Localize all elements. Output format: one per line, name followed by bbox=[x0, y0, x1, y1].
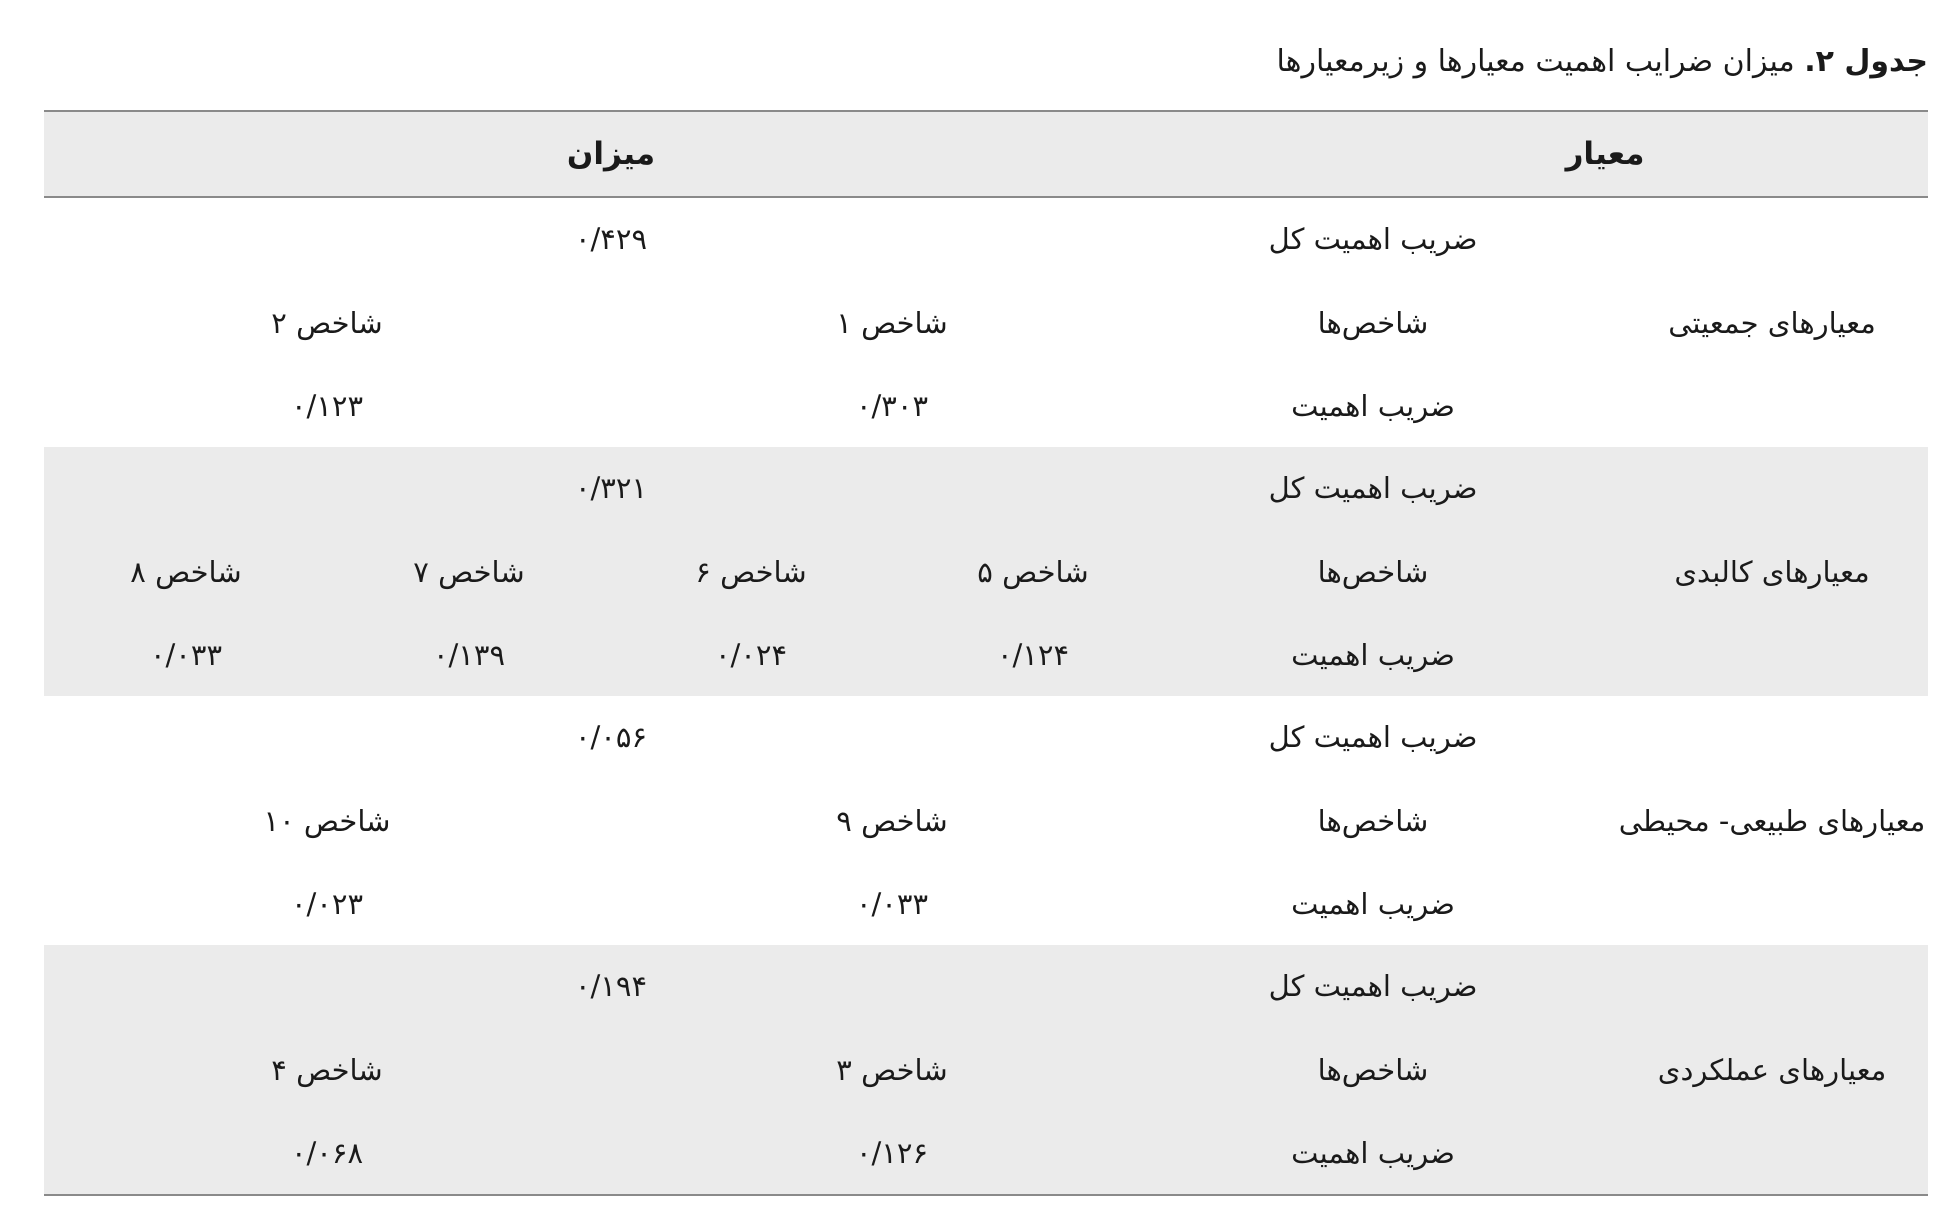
index-name: شاخص ۱۰ bbox=[263, 804, 391, 838]
index-value: ۰/۳۰۳ bbox=[855, 389, 929, 423]
index-name: شاخص ۲ bbox=[271, 306, 383, 340]
index-value: ۰/۱۲۶ bbox=[855, 1136, 929, 1170]
index-value: ۰/۱۳۹ bbox=[432, 638, 506, 672]
indices-label: شاخص‌ها bbox=[1317, 804, 1429, 838]
criterion-name: معیارهای کالبدی bbox=[1674, 555, 1870, 589]
criterion-name: معیارهای طبیعی- محیطی bbox=[1618, 804, 1926, 838]
table-row-group bbox=[44, 696, 1928, 945]
weight-label: ضریب اهمیت bbox=[1291, 638, 1455, 672]
table-row-group bbox=[44, 198, 1928, 447]
index-name: شاخص ۸ bbox=[130, 555, 242, 589]
header-criterion: معیار bbox=[1565, 136, 1645, 172]
criterion-name: معیارهای جمعیتی bbox=[1668, 306, 1876, 340]
index-value: ۰/۰۲۴ bbox=[714, 638, 788, 672]
index-name: شاخص ۴ bbox=[271, 1053, 383, 1087]
index-value: ۰/۰۳۳ bbox=[855, 887, 929, 921]
table-header bbox=[44, 112, 1928, 198]
indices-label: شاخص‌ها bbox=[1317, 306, 1429, 340]
index-name: شاخص ۷ bbox=[413, 555, 525, 589]
index-name: شاخص ۵ bbox=[977, 555, 1089, 589]
total-weight-label: ضریب اهمیت کل bbox=[1268, 720, 1478, 754]
total-weight-label: ضریب اهمیت کل bbox=[1268, 471, 1478, 505]
total-weight-value: ۰/۱۹۴ bbox=[574, 969, 648, 1003]
weight-label: ضریب اهمیت bbox=[1291, 887, 1455, 921]
table-row-group bbox=[44, 945, 1928, 1194]
total-weight-value: ۰/۰۵۶ bbox=[574, 720, 648, 754]
header-amount: میزان bbox=[566, 136, 656, 172]
total-weight-label: ضریب اهمیت کل bbox=[1268, 222, 1478, 256]
indices-label: شاخص‌ها bbox=[1317, 555, 1429, 589]
index-value: ۰/۰۶۸ bbox=[290, 1136, 364, 1170]
importance-table bbox=[44, 110, 1928, 1196]
index-value: ۰/۰۳۳ bbox=[149, 638, 223, 672]
index-value: ۰/۰۲۳ bbox=[290, 887, 364, 921]
index-name: شاخص ۳ bbox=[836, 1053, 948, 1087]
index-name: شاخص ۶ bbox=[695, 555, 807, 589]
total-weight-value: ۰/۳۲۱ bbox=[574, 471, 648, 505]
caption-text: میزان ضرایب اهمیت معیارها و زیرمعیارها bbox=[1276, 44, 1795, 79]
indices-label: شاخص‌ها bbox=[1317, 1053, 1429, 1087]
table-row-group bbox=[44, 447, 1928, 696]
index-name: شاخص ۱ bbox=[836, 306, 948, 340]
criterion-name: معیارهای عملکردی bbox=[1657, 1053, 1887, 1087]
table-caption bbox=[1277, 38, 1929, 86]
weight-label: ضریب اهمیت bbox=[1291, 1136, 1455, 1170]
total-weight-label: ضریب اهمیت کل bbox=[1268, 969, 1478, 1003]
index-name: شاخص ۹ bbox=[836, 804, 948, 838]
index-value: ۰/۱۲۳ bbox=[290, 389, 364, 423]
total-weight-value: ۰/۴۲۹ bbox=[574, 222, 648, 256]
caption-label: جدول ۲. bbox=[1804, 44, 1928, 79]
weight-label: ضریب اهمیت bbox=[1291, 389, 1455, 423]
index-value: ۰/۱۲۴ bbox=[996, 638, 1070, 672]
